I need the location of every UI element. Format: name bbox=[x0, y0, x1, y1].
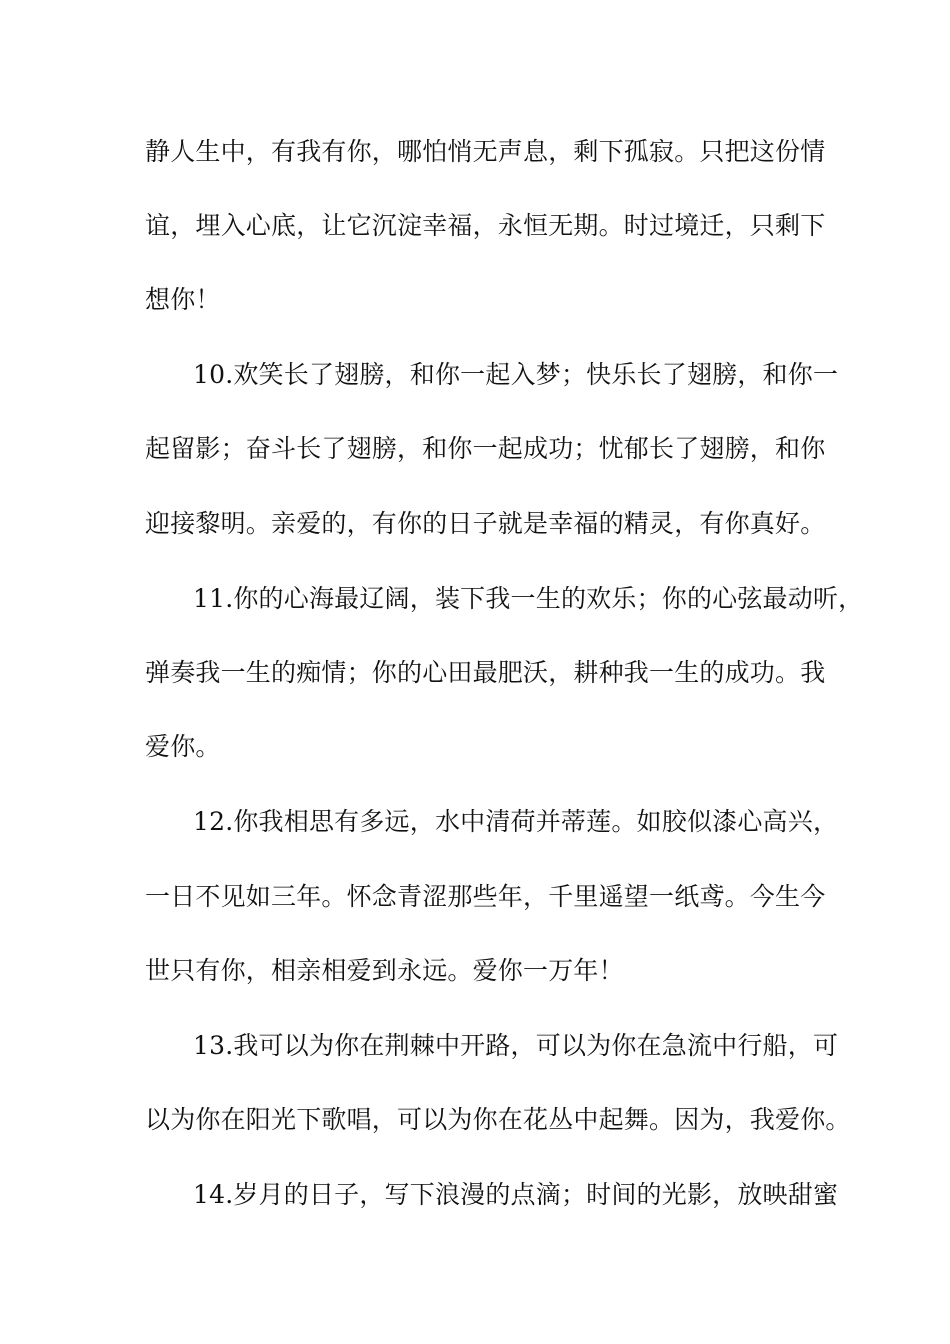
text-line: 世只有你，相亲相爱到永远。爱你一万年！ bbox=[145, 956, 624, 985]
paragraph-first-line: 13.我可以为你在荆棘中开路，可以为你在急流中行船，可 bbox=[193, 1031, 839, 1060]
text-line: 以为你在阳光下歌唱，可以为你在花丛中起舞。因为，我爱你。 bbox=[145, 1105, 851, 1134]
text-line: 静人生中，有我有你，哪怕悄无声息，剩下孤寂。只把这份情 bbox=[145, 137, 826, 166]
text-line: 弹奏我一生的痴情；你的心田最肥沃，耕种我一生的成功。我 bbox=[145, 658, 826, 687]
paragraph-first-line: 12.你我相思有多远，水中清荷并蒂莲。如胶似漆心高兴， bbox=[193, 807, 839, 836]
text-line: 想你！ bbox=[145, 285, 221, 314]
paragraph-first-line: 11.你的心海最辽阔，装下我一生的欢乐；你的心弦最动听， bbox=[193, 584, 864, 613]
paragraph-first-line: 10.欢笑长了翅膀，和你一起入梦；快乐长了翅膀，和你一 bbox=[193, 360, 839, 389]
paragraph-first-line: 14.岁月的日子，写下浪漫的点滴；时间的光影，放映甜蜜 bbox=[193, 1180, 839, 1209]
text-line: 起留影；奋斗长了翅膀，和你一起成功；忧郁长了翅膀，和你 bbox=[145, 434, 826, 463]
text-line: 谊，埋入心底，让它沉淀幸福，永恒无期。时过境迁，只剩下 bbox=[145, 211, 826, 240]
text-line: 爱你。 bbox=[145, 732, 221, 761]
text-line: 迎接黎明。亲爱的，有你的日子就是幸福的精灵，有你真好。 bbox=[145, 509, 826, 538]
text-line: 一日不见如三年。怀念青涩那些年，千里遥望一纸鸢。今生今 bbox=[145, 882, 826, 911]
